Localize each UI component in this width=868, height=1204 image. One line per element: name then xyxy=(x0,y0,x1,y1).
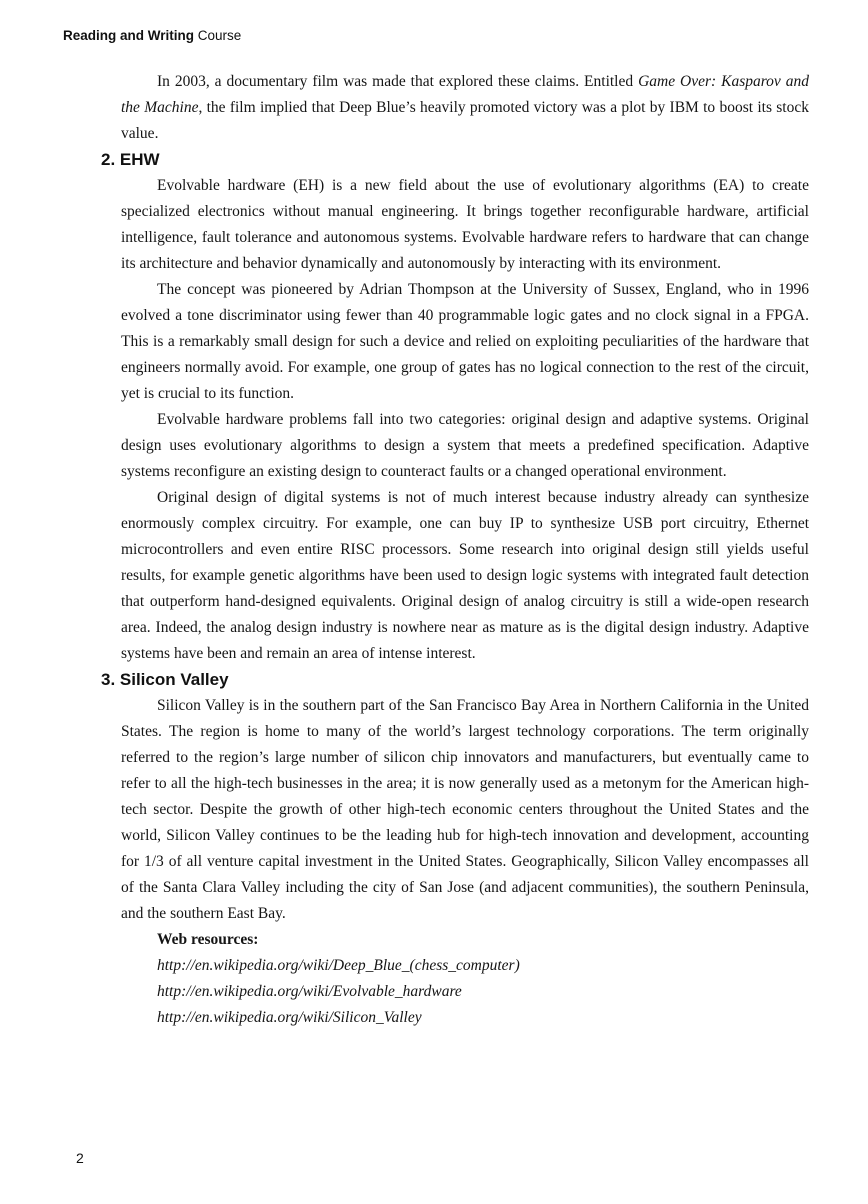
intro-paragraph xyxy=(121,69,809,147)
web-resources-title: Web resources: xyxy=(157,931,259,948)
web-resource-link-evolvable-hardware[interactable]: http://en.wikipedia.org/wiki/Evolvable_hardware xyxy=(157,983,462,1000)
web-resource-link-silicon-valley[interactable]: http://en.wikipedia.org/wiki/Silicon_Valley xyxy=(157,1009,422,1026)
intro-text-end: , the film implied that Deep Blue’s heavily promoted victory was a plot by IBM to boost its stock value. xyxy=(121,99,809,142)
page-number: 2 xyxy=(76,1150,84,1166)
silicon-valley-paragraph: Silicon Valley is in the southern part of the San Francisco Bay Area in Northern California in the United States. The region is home to many of the world’s largest technology corporations. The term originally referred to the region’s large number of silicon chip innovators and manufacturers, but eventually came to refer to all the high-tech businesses in the area; it is now generally used as a metonym for the American high-tech sector. Despite the growth of other high-tech economic centers throughout the United States and the world, Silicon Valley continues to be the leading hub for high-tech innovation and development, accounting for 1/3 of all venture capital investment in the United States. Geographically, Silicon Valley encompasses all of the Santa Clara Valley including the city of San Jose (and adjacent communities), the southern Peninsula, and the southern East Bay. xyxy=(121,697,809,922)
section-heading-ehw: 2. EHW xyxy=(101,150,160,169)
web-resource-link-deep-blue[interactable]: http://en.wikipedia.org/wiki/Deep_Blue_(chess_computer) xyxy=(157,957,520,974)
ehw-paragraph-2: The concept was pioneered by Adrian Thompson at the University of Sussex, England, who in 1996 evolved a tone discriminator using fewer than 40 programmable logic gates and no clock signal in a FPGA. This is a remarkably small design for such a device and relied on exploiting peculiarities of the hardware that engineers normally avoid. For example, one group of gates has no logical connection to the rest of the circuit, yet is crucial to its function. xyxy=(121,281,809,402)
web-resources-list xyxy=(121,953,809,1031)
ehw-paragraph-1: Evolvable hardware (EH) is a new field about the use of evolutionary algorithms (EA) to create specialized electronics without manual engineering. It brings together reconfigurable hardware, artificial intelligence, fault tolerance and autonomous systems. Evolvable hardware refers to hardware that can change its architecture and behavior dynamically and autonomously by interacting with its environment. xyxy=(121,177,809,272)
intro-text-start: In 2003, a documentary film was made that explored these claims. Entitled xyxy=(157,73,639,90)
ehw-paragraph-4: Original design of digital systems is not of much interest because industry already can synthesize enormously complex circuitry. For example, one can buy IP to synthesize USB port circuitry, Ethernet microcontrollers and even entire RISC processors. Some research into original design still yields useful results, for example genetic algorithms have been used to design logic systems with integrated fault detection that outperform hand-designed equivalents. Original design of analog circuitry is still a wide-open research area. Indeed, the analog design industry is nowhere near as mature as is the digital design industry. Adaptive systems have been and remain an area of intense interest. xyxy=(121,489,809,662)
film-title: Game Over: Kasparov and the Machine xyxy=(121,73,809,116)
header-course-suffix: Course xyxy=(194,28,242,43)
header-course-name: Reading and Writing xyxy=(63,28,194,43)
ehw-paragraph-3: Evolvable hardware problems fall into two categories: original design and adaptive systems. Original design uses evolutionary algorithms to design a system that meets a predefined specification. Adaptive systems reconfigure an existing design to counteract faults or a changed operational environment. xyxy=(121,411,809,480)
body-text xyxy=(101,69,809,1031)
section-heading-silicon-valley: 3. Silicon Valley xyxy=(101,670,229,689)
running-header xyxy=(63,28,241,43)
